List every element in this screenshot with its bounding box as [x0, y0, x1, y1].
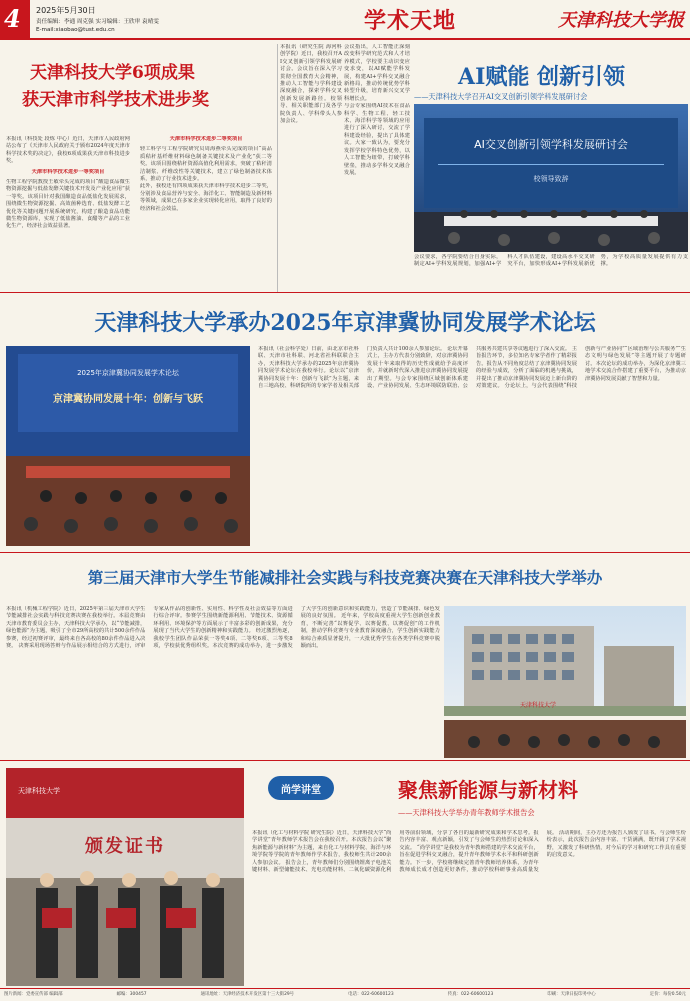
- ai-conference-photo: [414, 104, 688, 252]
- article-awards-col-1: [6, 136, 130, 286]
- article-competition-body-2: 决赛采用现场答辩与作品展示相结合的方式进行，评审专家从作品的创新性、实用性、科学性及社会效益等方面进行综合评审。参赛学生围绕新能源利用、节能技术、资源循环利用、环境保护等方面展示了丰富多彩的创新成果，充分展现了当代大学生的创新精神和实践能力。: [18, 606, 293, 650]
- article-lecture-body-3: “尚学讲堂”是我校为青年教师搭建的学术交流平台，旨在促进学科交叉融合，提升青年教师学术水平和科研创新能力。下一步，学校将继续完善青年教师培养体系，为青年教师成长成才创造更好条件，推动学校科研事业高质量发展。: [399, 830, 558, 874]
- footer-item: 印刷：天津日报印务中心: [547, 992, 596, 997]
- building-scene: [444, 606, 686, 716]
- article-awards-body-1: 生物工程学院教授王敏牵头完成的项目“酸造食品微生物资源挖掘与低盐发酵关键技术开发及产业化应用”获一等奖。该项目针对我国酿造食品低盐化发展需求，围绕微生物资源挖掘、高效菌种选育、低盐发酵工艺优化等关键问题开展系统研究，构建了酿造食品功能微生物资源库，实现了低盐酱油、食醋等产品的工业化生产，经济社会效益显著。: [6, 179, 130, 230]
- competition-photo: [444, 720, 686, 758]
- certificate-photo: [6, 768, 244, 986]
- footer-item: 图片新闻：党委宣传部 编辑部: [4, 992, 63, 997]
- lecture-label-text: 尚学讲堂: [281, 785, 321, 796]
- article-ai: [280, 40, 690, 292]
- section-rule-2: [0, 552, 690, 553]
- footer: [4, 991, 686, 1000]
- column-divider: [277, 44, 278, 292]
- article-competition-text: [6, 606, 440, 756]
- article-competition-body-1: 本报讯（机械工程学院）近日，2025年第三届天津市大学生节能减排社会实践与科技竞赛决赛在我校举行。本届竞赛由天津市教育委员会主办，天津科技大学承办，以“节能减排，绿色能源”为主题，吸引了全市29所高校的共计500余件作品参赛，经过初赛评审，最终来自各高校的80余件作品进入决赛。: [6, 606, 146, 650]
- article-ai-body-4: 会议要求，各学院要结合自身实际，制定AI+学科发展规划，加强AI+学科人才队伍建设，建设高水平交叉研究平台，加快形成AI+学科发展新优势，为学校高质量发展提供有力支撑。: [414, 254, 688, 268]
- competition-photo-sign: 天津科技大学: [520, 702, 557, 709]
- article-lecture-body-1: 本报讯（化工与材料学院 研究生院）近日，天津科技大学“尚学讲堂”青年教师学术报告会在我校召开。本次报告会以“聚焦新能源与新材料”为主题，来自化工与材料学院、海洋与环境学院等学院的青年教师作学术报告，我校师生共计200余人参加会议。: [252, 830, 392, 866]
- lecture-label: [268, 776, 334, 800]
- article-competition-body-3: 经过激烈角逐，我校学生团队作品荣获一等奖4项、二等奖6项、三等奖8项，学校获优秀组织奖。本次竞赛的成功举办，进一步激发了大学生的创新意识和实践能力，营造了节能减排、绿色发展的良好氛围。: [153, 606, 440, 650]
- forum-banner-year: 2025年京津冀协同发展学术论坛: [77, 369, 179, 377]
- article-awards-col-2: [140, 136, 272, 286]
- article-forum-body-3: 主旨报告环节，多位知名专家学者作了精彩报告。报告从不同角度总结了京津冀协同发展的经验与成效，分析了面临的机遇与挑战，并提出了推动京津冀协同发展迈上新台阶的对策建议。: [476, 346, 577, 390]
- page-number: 4: [4, 4, 21, 33]
- footer-item: 邮编：300457: [116, 992, 147, 997]
- paper-name: 天津科技大学报: [558, 10, 684, 31]
- article-awards-lead: 本报讯（科技处 段炼 中心）近日，天津市人民政府网站公布了《天津市人民政府关于颁布2024年度天津市科学技术奖的决定》，我校6项成果获天津市科技进步奖。: [6, 136, 130, 165]
- article-awards-title-2: 获天津市科学技术进步奖: [22, 90, 209, 110]
- editors: 责任编辑：李通 周克强 实习编辑：王欣审 袁晴雯: [36, 19, 159, 25]
- article-competition-body-4: 近年来，学校高度重视大学生创新创业教育，不断完善“以赛促学、以赛促教、以赛促创”的工作机制，推动学科竞赛与专业教育深度融合，学生创新实践能力和综合素质显著提升，一大批优秀学生在各类学科竞赛中脱颖而出。: [300, 613, 440, 650]
- footer-item: 定价：每份0.50元: [649, 992, 686, 997]
- article-ai-col-1: [280, 44, 342, 288]
- issue-date: 2025年5月30日: [36, 6, 96, 15]
- article-forum-text: [258, 346, 686, 546]
- article-forum-body-4: 分论坛上，与会代表围绕“科技创新与产业协同”“区域治理与公共服务”“生态文明与绿色发展”等主题开展了专题研讨。本次论坛的成功举办，为深化京津冀三地学术交流合作搭建了重要平台，为推动京津冀协同发展贡献了智慧和力量。: [504, 346, 686, 390]
- article-awards-subhead-2: 天津市科学技术进步二等奖项目: [169, 136, 243, 142]
- forum-banner-main: 京津冀协同发展十年：创新与飞跃: [53, 394, 203, 405]
- article-ai-body-2: 会议指出，人工智能正深刻改变科学研究范式和人才培养模式，学校要主动识变应变求变，以AI赋能学科发展，构建AI+学科交叉融合新格局，推动传统优势学科转型升级，培育新兴交叉学科增长点。: [344, 44, 410, 102]
- certificate-title: 颁发证书: [85, 836, 165, 857]
- competition-scene: [444, 720, 686, 758]
- article-lecture-body-4: 活动期间，主办方还为报告人颁发了证书。与会师生纷纷表示，此次报告会内容丰富、干货满满，既开阔了学术视野，又激发了科研热情，对今后的学习和研究工作具有重要的启发意义。: [546, 830, 686, 859]
- email: E-mail:xiaobao@tust.edu.cn: [36, 27, 115, 33]
- ai-photo-banner-2: 校领导致辞: [533, 175, 569, 183]
- footer-item: 电话：022-60600123: [348, 992, 394, 997]
- article-ai-col-2: [344, 44, 410, 288]
- article-ai-body-1: 本报讯（研究生院 海河科创学院）近日，我校召开AI交叉创新引领学科发展研讨会。会议旨在深入学习贯彻全国教育大会精神，推动人工智能与学科建设深度融合，探索学科交叉创新发展新路径。校领导、相关职能部门及各学院负责人、学科带头人参加会议。: [280, 44, 342, 125]
- ai-photo-banner-1: AI交叉创新引领学科发展研讨会: [474, 138, 628, 151]
- footer-rule: [0, 988, 690, 989]
- article-ai-col-3: [414, 254, 688, 290]
- article-lecture-body-2: 报告会上，青年教师们分别围绕锂离子电池关键材料、新型储能技术、光电功能材料、二氧化碳资源化利用等前沿领域，分享了各自的最新研究成果和学术思考。报告内容丰富、观点新颖，引发了与会师生的热烈讨论和深入交流。: [252, 830, 539, 874]
- certificate-logo: 天津科技大学: [18, 787, 60, 795]
- article-awards-body-3: 此外，我校还有四项成果获天津市科学技术进步二等奖，分别涉及食品营养与安全、海洋化工、智能制造及新材料等领域，成果已在多家企业实现转化应用，取得了良好的经济和社会效益。: [140, 183, 272, 212]
- article-ai-subtitle: ——天津科技大学召开AI交叉创新引领学科发展研讨会: [414, 92, 588, 101]
- section-title: 学术天地: [364, 8, 457, 34]
- article-awards-body-2: 轻工科学与工程学院研究员周海燕牵头完成的项目“高品质秸秆基纤维材料绿色制备关键技术及产业化”获二等奖。该项目围绕秸秆资源高值化利用需求，突破了秸秆清洁制浆、纤维改性等关键技术，建立了绿色制备技术体系，推动了行业技术进步。: [140, 146, 272, 183]
- article-forum-body-1: 本报讯（社会科学处）日前，由北京市社科联、天津市社科联、河北省社科联联合主办，天津科技大学承办的2025年京津冀协同发展学术论坛在我校举行。论坛以“京津冀协同发展十年：创新与飞跃”为主题，来自三地高校、科研院所的专家学者及相关部门负责人共计100余人参加论坛。: [258, 346, 446, 390]
- article-forum-title: 天津科技大学承办2025年京津冀协同发展学术论坛: [94, 310, 596, 336]
- article-ai-title: AI赋能 创新引领: [458, 64, 626, 90]
- forum-photo: [6, 346, 250, 546]
- section-rule-3: [0, 760, 690, 761]
- section-rule-1: [0, 292, 690, 293]
- article-forum-body-2: 论坛开幕式上，主办方代表分别致辞，对京津冀协同发展十年来取得的历史性成就给予高度评价，并就新时代深入推进京津冀协同发展提出了期望。与会专家围绕区域创新体系建设、产业协同发展、生态环境联防联治、公共服务共建共享等议题进行了深入交流。: [367, 346, 571, 390]
- article-lecture-title: 聚焦新能源与新材料: [398, 778, 578, 802]
- article-lecture-text: [252, 830, 686, 980]
- article-lecture-subtitle: ——天津科技大学举办青年教师学术报告会: [398, 808, 535, 817]
- footer-item: 通讯地址：天津经济技术开发区第十三大街29号: [200, 992, 295, 997]
- article-ai-body-3: 与会专家围绕AI技术在食品科学、生物工程、轻工技术、海洋科学等领域的应用进行了深入研讨，交流了学科建设经验，提出了具体建议。大家一致认为，要充分发挥学校学科特色优势，以人工智能为纽带，打破学科壁垒，推动多学科交叉融合发展。: [344, 103, 410, 176]
- masthead: [0, 0, 690, 40]
- campus-building-photo: [444, 606, 686, 716]
- article-competition-title: 第三届天津市大学生节能减排社会实践与科技竞赛决赛在天津科技大学举办: [87, 568, 603, 587]
- footer-item: 传真：022-60600123: [447, 992, 494, 997]
- certificate-scene: [6, 768, 244, 986]
- article-forum-body: [258, 346, 686, 546]
- article-awards-title-1: 天津科技大学6项成果: [30, 63, 195, 83]
- article-lecture-body: [252, 830, 686, 980]
- article-awards-subhead-1: 天津市科学技术进步一等奖项目: [31, 168, 105, 175]
- article-competition-body: [6, 606, 440, 756]
- article-awards: [0, 40, 277, 290]
